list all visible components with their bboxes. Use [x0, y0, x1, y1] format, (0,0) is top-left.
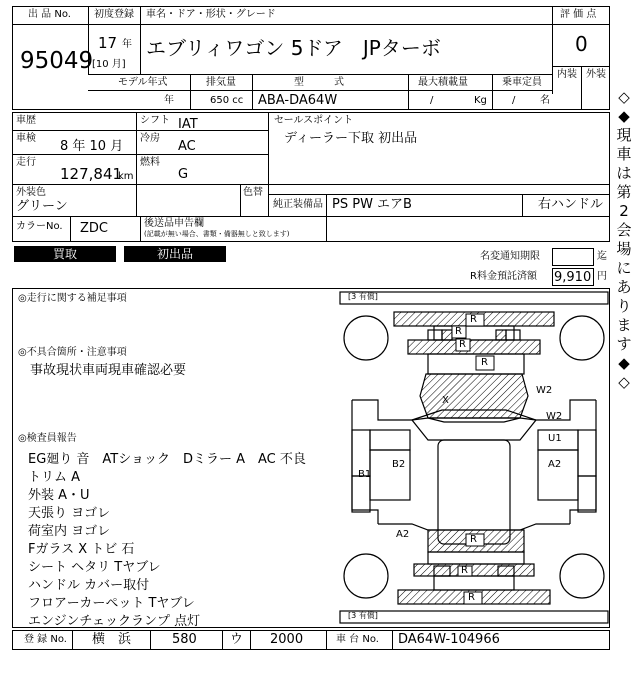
fee-value: 9,910 — [554, 270, 592, 285]
side-char: 会 — [616, 221, 632, 239]
score-value: 0 — [575, 32, 588, 56]
inspector-line: 天張り ヨゴレ — [28, 506, 111, 521]
first-reg-year-unit: 年 — [122, 39, 132, 50]
shift-label: シフト — [140, 115, 170, 126]
notice-label: 名変通知期限 — [480, 251, 540, 262]
mileage-value: 127,841 — [60, 165, 123, 183]
notice-box — [552, 248, 594, 266]
reg-kana: ウ — [230, 632, 244, 647]
damage-r-front-left: R — [455, 326, 462, 337]
max-load-label: 最大積載量 — [418, 77, 468, 88]
supplement-heading: ◎走行に関する補足事項 — [18, 293, 127, 304]
inspector-heading: ◎検査員報告 — [18, 433, 77, 444]
ext-color-value: グリーン — [16, 199, 68, 214]
car-title: エブリィワゴン 5ドア JPターボ — [146, 36, 441, 60]
post-label: 後送品申告欄 — [144, 218, 204, 229]
side-char: 第 — [616, 183, 632, 201]
color-change-label: 色替 — [243, 187, 263, 198]
sales-point-value: ディーラー下取 初出品 — [284, 131, 418, 146]
lot-number: 95049 — [20, 48, 94, 74]
inspector-line: エンジンチェックランプ 点灯 — [28, 614, 201, 629]
side-char: に — [616, 259, 632, 277]
side-char: 場 — [616, 240, 632, 258]
color-no-value: ZDC — [80, 221, 108, 236]
side-char: 2 — [619, 202, 629, 220]
damage-x-windshield: X — [442, 395, 449, 406]
side-char: ◆ — [618, 107, 630, 125]
damage-a2-left-rear: A2 — [396, 529, 410, 540]
damage-r-front-bumper: R — [470, 314, 477, 325]
damage-bottom-tag: [3 有償] — [348, 611, 378, 620]
displacement-value: 650 cc — [210, 95, 244, 106]
damage-r-rear-bumper: R — [468, 592, 475, 603]
mileage-unit: km — [118, 171, 134, 182]
reg-area: 横 浜 — [92, 632, 132, 647]
car-diagram-svg — [338, 290, 610, 626]
side-char: り — [616, 297, 632, 315]
inspector-line: トリム A — [28, 470, 81, 485]
inspector-line: フロアーカーペット Tヤブレ — [28, 596, 195, 611]
damage-u1-right-door: U1 — [548, 433, 562, 444]
buy-tag: 買取 — [14, 246, 116, 262]
side-char: す — [616, 335, 632, 353]
equipment-value: PS PW エアB — [332, 197, 412, 212]
model-year-value: 年 — [164, 95, 174, 106]
reg-class: 580 — [172, 632, 197, 647]
inspector-line: EG廻り 音 ATショック Dミラー A AC 不良 — [28, 452, 306, 467]
model-value: ABA-DA64W — [258, 93, 338, 108]
fee-unit: 円 — [597, 271, 607, 282]
ac-label: 冷房 — [140, 133, 160, 144]
capacity-label: 乗車定員 — [502, 77, 542, 88]
post-note: (記載が無い場合、書類・備器無しと致します) — [144, 230, 290, 238]
damage-r-rear: R — [470, 534, 477, 545]
car-title-label: 車名・ドア・形状・グレード — [146, 9, 276, 20]
first-reg-year: 17 — [98, 34, 118, 52]
ext-color-label: 外装色 — [16, 187, 46, 198]
first-reg-month: [10 月] — [92, 59, 126, 70]
reg-label: 登 録 No. — [24, 634, 67, 645]
inspector-line: ハンドル カバー取付 — [28, 578, 150, 593]
damage-r-rear-lamp: R — [461, 565, 468, 576]
mileage-label: 走行 — [16, 157, 36, 168]
color-no-label: カラーNo. — [16, 221, 63, 232]
damage-r-grille: R — [459, 339, 466, 350]
capacity-unit: 名 — [540, 95, 550, 106]
damage-w2-right-door: W2 — [546, 411, 563, 422]
sales-point-label: セールスポイント — [274, 115, 354, 126]
shift-value: IAT — [178, 117, 198, 132]
side-char: ま — [616, 316, 632, 334]
max-load-unit: Kg — [474, 95, 487, 106]
model-label: 型 式 — [294, 77, 344, 88]
fuel-value: G — [178, 167, 189, 182]
inspector-line: Fガラス X トビ 石 — [28, 542, 135, 557]
damage-top-tag: [3 有償] — [348, 292, 378, 301]
notice-unit: 迄 — [597, 251, 607, 262]
damage-w2-right-front: W2 — [536, 385, 553, 396]
first-listing-tag: 初出品 — [124, 246, 226, 262]
damage-b2-left: B2 — [392, 459, 406, 470]
score-label: 評 価 点 — [560, 9, 597, 20]
fuel-label: 燃料 — [140, 157, 160, 168]
fee-label: R料金預託済額 — [470, 271, 537, 282]
history-label: 車歴 — [16, 115, 36, 126]
side-char: あ — [616, 278, 632, 296]
ac-value: AC — [178, 139, 196, 154]
defect-heading: ◎不具合箇所・注意事項 — [18, 347, 127, 358]
side-char: ◇ — [618, 88, 630, 106]
inspection-value: 8 年 10 月 — [60, 139, 124, 154]
first-reg-label: 初度登録 — [94, 9, 134, 20]
side-notice — [614, 88, 634, 392]
displacement-label: 排気量 — [206, 77, 236, 88]
capacity-slash: / — [512, 95, 516, 106]
damage-b1-left: B1 — [358, 469, 372, 480]
inspector-line: 外装 A・U — [28, 488, 90, 503]
equipment-label: 純正装備品 — [273, 199, 323, 210]
inspector-line: シート ヘタリ Tヤブレ — [28, 560, 161, 575]
defect-text: 事故現状車両現車確認必要 — [30, 363, 187, 378]
inspector-list — [28, 448, 306, 628]
lot-label: 出 品 No. — [28, 9, 71, 20]
side-char: は — [616, 164, 632, 182]
damage-r-hood: R — [481, 357, 488, 368]
max-load-slash: / — [430, 95, 434, 106]
reg-num: 2000 — [270, 632, 304, 647]
interior-label: 内装 — [557, 69, 577, 80]
side-char: ◆ — [618, 354, 630, 372]
chassis-value: DA64W-104966 — [398, 632, 500, 647]
steering-value: 右ハンドル — [538, 197, 604, 212]
chassis-label: 車 台 No. — [336, 634, 379, 645]
exterior-label: 外装 — [586, 69, 606, 80]
inspection-label: 車検 — [16, 133, 36, 144]
side-char: 車 — [616, 145, 632, 163]
side-char: 現 — [616, 126, 632, 144]
car-diagram — [338, 290, 610, 626]
model-year-label: モデル年式 — [118, 77, 168, 88]
side-char: ◇ — [618, 373, 630, 391]
damage-a2-right-rear: A2 — [548, 459, 562, 470]
inspector-line: 荷室内 ヨゴレ — [28, 524, 111, 539]
